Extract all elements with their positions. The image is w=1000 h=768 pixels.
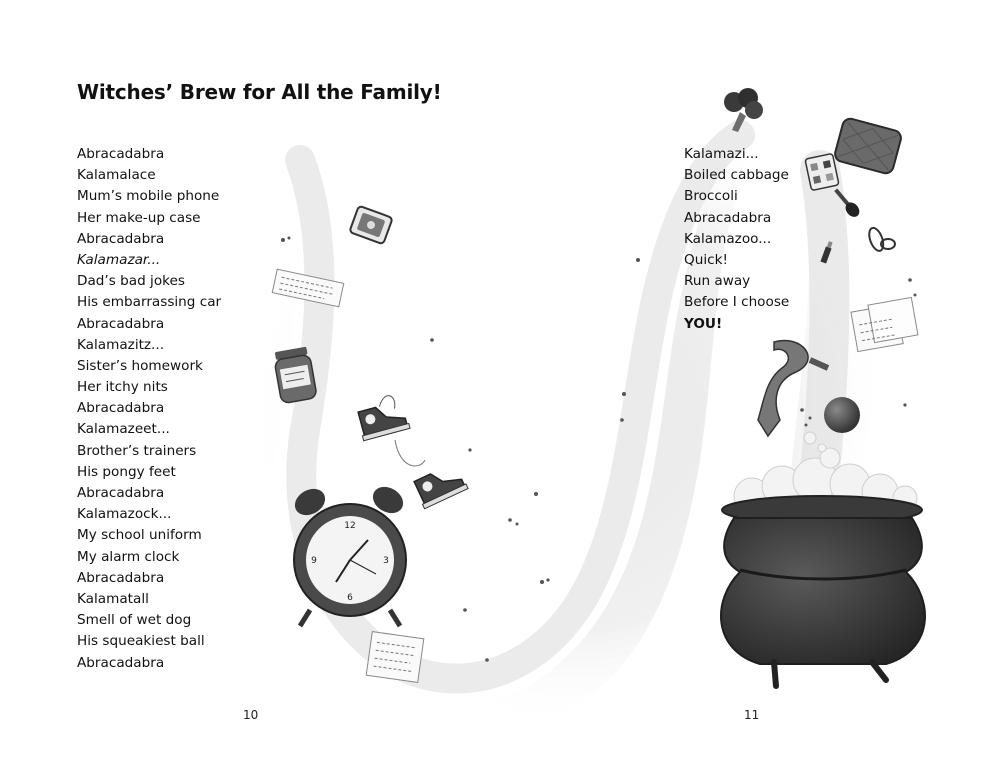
poem-line: Kalamazi... xyxy=(684,146,759,162)
poem-line: Kalamatall xyxy=(77,590,149,607)
poem-line: His squeakiest ball xyxy=(77,633,205,650)
svg-text:3: 3 xyxy=(383,556,389,566)
poem-line: Kalamazitz... xyxy=(77,336,165,353)
poem-line: Abracadabra xyxy=(77,315,165,332)
poem-line: Abracadabra xyxy=(77,654,165,671)
poem-right-column xyxy=(684,144,789,335)
ball-icon xyxy=(824,397,860,433)
homework-paper-icon xyxy=(366,632,424,683)
poem-left-column xyxy=(77,144,221,674)
poem-line: Kalamazeet... xyxy=(77,421,170,438)
poem-line: Abracadabra xyxy=(77,485,165,501)
poem-line: Her itchy nits xyxy=(77,379,168,396)
poem-line: Brother’s trainers xyxy=(77,442,197,459)
poem-line: My alarm clock xyxy=(77,548,180,565)
poem-line: Kalamazock... xyxy=(77,506,172,523)
mobile-phone-icon xyxy=(349,206,392,245)
poem-line: His pongy feet xyxy=(77,463,176,480)
poem-line: Before I choose xyxy=(684,294,790,311)
poem-line: Abracadabra xyxy=(77,400,165,417)
poem-line: Mum’s mobile phone xyxy=(77,188,220,205)
trainer-icon xyxy=(412,462,468,509)
poem-line: Abracadabra xyxy=(77,230,165,247)
cauldron-icon xyxy=(721,496,925,686)
trainer-icon xyxy=(354,392,410,440)
poem-line: YOU! xyxy=(684,315,723,332)
eyeshadow-palette-icon xyxy=(805,153,839,190)
poem-line: Abracadabra xyxy=(77,146,165,162)
poem-line: Her make-up case xyxy=(77,209,201,226)
page-number-left: 10 xyxy=(243,708,259,722)
svg-text:9: 9 xyxy=(311,556,317,566)
poem-line: Run away xyxy=(684,273,751,290)
poem-line: Abracadabra xyxy=(684,209,772,226)
poem-line: Broccoli xyxy=(684,188,738,205)
poem-line: Kalamazar... xyxy=(77,251,161,268)
page-title: Witches’ Brew for All the Family! xyxy=(77,80,442,104)
poem-line: Dad’s bad jokes xyxy=(77,273,185,290)
poem-line: Smell of wet dog xyxy=(77,612,192,629)
poem-line: Boiled cabbage xyxy=(684,167,789,184)
poem-line: His embarrassing car xyxy=(77,294,222,311)
poem-line: Quick! xyxy=(684,251,728,268)
svg-text:6: 6 xyxy=(347,593,353,603)
svg-text:12: 12 xyxy=(344,521,356,531)
poem-line: Abracadabra xyxy=(77,569,165,586)
poem-line: My school uniform xyxy=(77,527,202,544)
poem-line: Sister’s homework xyxy=(77,357,203,374)
poem-line: Kalamazoo... xyxy=(684,230,772,247)
poem-line: Kalamalace xyxy=(77,167,156,184)
page-number-right: 11 xyxy=(744,708,760,722)
